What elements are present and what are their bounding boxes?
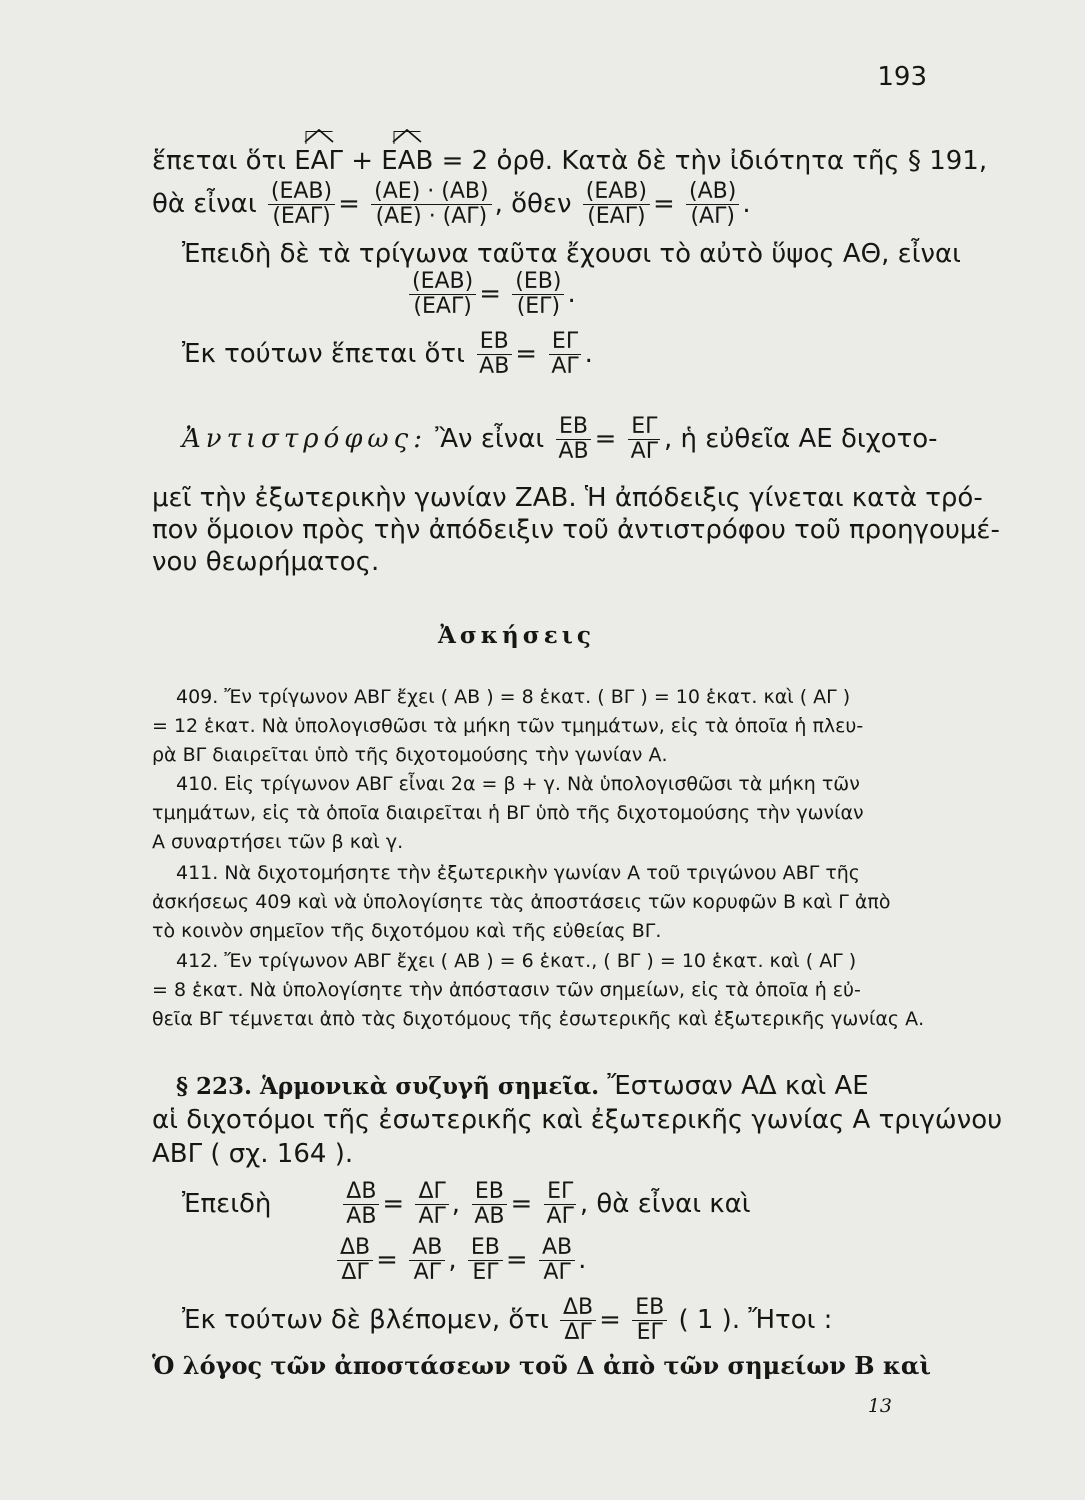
exercise-line: ἀσκήσεως 409 καὶ νὰ ὑπολογίσητε τὰς ἀποστάσεις τῶν κορυφῶν Β καὶ Γ ἀπὸ: [152, 891, 891, 913]
denominator: ΑΒ: [479, 354, 510, 379]
text: Ἐκ τούτων ἕπεται ὅτι: [182, 339, 465, 369]
numerator: ΕΒ: [468, 1236, 503, 1261]
fraction: [476, 330, 512, 379]
numerator: (ΕΑΒ): [409, 270, 476, 295]
fraction: [415, 1180, 448, 1229]
text: , θὰ εἶναι καὶ: [579, 1189, 751, 1219]
text-line: ΑΒΓ ( σχ. 164 ).: [152, 1139, 354, 1169]
numerator: ΕΒ: [632, 1296, 667, 1321]
equation-line: $\frac{\text{(ΕΑΒ)}}{\text{(ΕΑΓ)}}$ = $\frac{(EB)}{(E\Gamma)}$ .: [406, 270, 576, 319]
text-line: Ἐπειδὴ δὲ τὰ τρίγωνα ταῦτα ἔχουσι τὸ αὐτὸ ὕψος ΑΘ, εἶναι: [182, 239, 961, 269]
text: ἕπεται ὅτι: [152, 146, 286, 176]
fraction: [686, 180, 739, 229]
denominator: ΑΒ: [474, 1204, 505, 1229]
exercise-line: 411. Νὰ διχοτομήσητε τὴν ἐξωτερικὴν γωνίαν Α τοῦ τριγώνου ΑΒΓ τῆς: [176, 862, 860, 884]
angle-eab: [381, 145, 433, 177]
denominator: ΑΓ: [551, 354, 579, 379]
exercise-line: 409. Ἔν τρίγωνον ΑΒΓ ἔχει ( ΑΒ ) = 8 ἑκατ. ( ΒΓ ) = 10 ἑκατ. καὶ ( ΑΓ ): [176, 686, 851, 708]
fraction: [560, 1296, 596, 1345]
numerator: (ΕΒ): [512, 270, 564, 295]
exercise-line: 412. Ἔν τρίγωνον ΑΒΓ ἔχει ( ΑΒ ) = 6 ἑκατ., ( ΒΓ ) = 10 ἑκατ. καὶ ( ΑΓ ): [176, 950, 857, 972]
denominator: ΑΒ: [346, 1204, 377, 1229]
numerator: ΔΓ: [415, 1180, 448, 1205]
equation-line: Ἀντιστρόφως: Ἂν εἶναι $\frac{EB}{AB}$ = $\frac{E\Gamma}{A\Gamma}$ , ἡ εὐθεῖα ΑΕ διχοτο-: [182, 414, 938, 464]
numerator: ΕΒ: [477, 330, 512, 355]
fraction: [343, 1180, 379, 1229]
exercise-line: Α συναρτήσει τῶν β καὶ γ.: [152, 831, 404, 853]
text-line: [152, 145, 987, 177]
text: , ἡ εὐθεῖα ΑΕ διχοτο-: [663, 424, 938, 454]
signature-number: 13: [867, 1395, 892, 1417]
denominator: ΑΓ: [413, 1260, 441, 1285]
fraction: [628, 415, 661, 464]
text: ( 1 ). Ἤτοι :: [678, 1305, 833, 1335]
equation-line: $\frac{\Delta B}{\Delta\Gamma}$ = $\frac{AB}{A\Gamma}$ , $\frac{EB}{E\Gamma}$ = $\frac{AB}{A\Gamma}$ .: [334, 1236, 586, 1285]
section-heading-line: [176, 1070, 869, 1103]
angle-hat-icon: [392, 129, 422, 143]
numerator: ΔΒ: [560, 1296, 596, 1321]
text: , ὅθεν: [494, 189, 572, 219]
numerator: ΕΒ: [556, 415, 591, 440]
denominator: (ΑΓ): [690, 204, 735, 229]
fraction: [548, 330, 581, 379]
denominator: (ΕΑΓ): [587, 204, 646, 229]
denominator: ΑΒ: [558, 439, 589, 464]
equation-line: θὰ εἶναι $\frac{\text{(ΕΑΒ)}}{\text{(ΕΑΓ)}}$ = $\frac{(AE) \cdot (AB)}{(AE) \cdot (A\Gamma)}$ , ὅθεν $\frac{\text{(ΕΑΒ)}}{\text{(ΕΑΓ)}}$ = $\frac{(AB)}{(A\Gamma)}$ .: [152, 179, 751, 229]
fraction: [583, 180, 650, 229]
text-line: πον ὅμοιον πρὸς τὴν ἀπόδειξιν τοῦ ἀντιστρόφου τοῦ προηγουμέ-: [152, 515, 1000, 545]
fraction: [371, 180, 491, 229]
denominator: (ΕΑΓ): [413, 294, 472, 319]
section-title: § 223. Ἁρμονικὰ συζυγῆ σημεῖα.: [176, 1073, 600, 1100]
text: Ἐκ τούτων δὲ βλέπομεν, ὅτι: [182, 1305, 549, 1335]
exercise-line: τμημάτων, εἰς τὰ ὁποῖα διαιρεῖται ἡ ΒΓ ὑπὸ τῆς διχοτομούσης τὴν γωνίαν: [152, 802, 864, 824]
numerator: ΕΓ: [549, 330, 581, 355]
text-line: μεῖ τὴν ἐξωτερικὴν γωνίαν ΖΑΒ. Ἡ ἀπόδειξις γίνεται κατὰ τρό-: [152, 483, 983, 513]
text: = 2 ὀρθ. Κατὰ δὲ τὴν ἰδιότητα τῆς § 191,: [441, 146, 988, 176]
denominator: ΔΓ: [341, 1260, 369, 1285]
theorem-text: Ὁ λόγος τῶν ἀποστάσεων τοῦ Δ ἀπὸ τῶν σημείων Β καὶ: [152, 1351, 931, 1380]
angle-label: ΕΑΒ: [381, 146, 434, 176]
exercises-heading: Ἀσκήσεις: [438, 622, 595, 649]
exercise-line: θεῖα ΒΓ τέμνεται ἀπὸ τὰς διχοτόμους τῆς ἐσωτερικῆς καὶ ἐξωτερικῆς γωνίας Α.: [152, 1008, 925, 1030]
emphasis-text: Ἀντιστρόφως:: [182, 424, 427, 454]
numerator: ΕΓ: [628, 415, 660, 440]
numerator: (ΑΒ): [686, 180, 739, 205]
text-line: αἱ διχοτόμοι τῆς ἐσωτερικῆς καὶ ἐξωτερικῆς γωνίας Α τριγώνου: [152, 1105, 1003, 1135]
fraction: [539, 1236, 575, 1285]
exercise-line: ρὰ ΒΓ διαιρεῖται ὑπὸ τῆς διχοτομούσης τὴν γωνίαν Α.: [152, 744, 668, 766]
text: Ἂν εἶναι: [435, 424, 545, 454]
fraction: [555, 415, 591, 464]
numerator: ΕΓ: [544, 1180, 576, 1205]
fraction: [468, 1236, 503, 1285]
fraction: [544, 1180, 577, 1229]
exercise-line: = 8 ἑκατ. Νὰ ὑπολογίσητε τὴν ἀπόστασιν τῶν σημείων, εἰς τὰ ὁποῖα ἡ εὐ-: [152, 979, 861, 1001]
plus-sign: +: [351, 146, 374, 176]
numerator: (ΕΑΒ): [583, 180, 650, 205]
fraction: [337, 1236, 373, 1285]
denominator: ΔΓ: [564, 1320, 592, 1345]
denominator: ΑΓ: [546, 1204, 574, 1229]
numerator: ΔΒ: [337, 1236, 373, 1261]
denominator: ΑΓ: [418, 1204, 446, 1229]
fraction: [632, 1296, 667, 1345]
numerator: ΔΒ: [343, 1180, 379, 1205]
denominator: (ΕΑΓ): [272, 204, 331, 229]
text-line: νου θεωρήματος.: [152, 547, 380, 577]
text: θὰ εἶναι: [152, 189, 257, 219]
numerator: (ΑΕ) · (ΑΒ): [371, 180, 491, 205]
fraction: [409, 270, 476, 319]
fraction: [409, 1236, 445, 1285]
angle-hat-icon: [304, 129, 334, 143]
equation-line: Ἐκ τούτων δὲ βλέπομεν, ὅτι $\frac{\Delta B}{\Delta\Gamma}$ = $\frac{EB}{E\Gamma}$ ( 1 ). Ἤτοι :: [182, 1295, 833, 1345]
exercise-line: τὸ κοινὸν σημεῖον τῆς διχοτόμου καὶ τῆς εὐθείας ΒΓ.: [152, 920, 662, 942]
denominator: (ΑΕ) · (ΑΓ): [375, 204, 488, 229]
bold-statement: [152, 1350, 931, 1382]
exercise-line: 410. Εἰς τρίγωνον ΑΒΓ εἶναι 2α = β + γ. Νὰ ὑπολογισθῶσι τὰ μήκη τῶν: [176, 773, 860, 795]
angle-label: ΕΑΓ: [294, 146, 343, 176]
text: Ἔστωσαν ΑΔ καὶ ΑΕ: [607, 1071, 869, 1101]
numerator: ΑΒ: [539, 1236, 575, 1261]
denominator: ΕΓ: [472, 1260, 499, 1285]
denominator: ΑΓ: [630, 439, 658, 464]
numerator: ΑΒ: [409, 1236, 445, 1261]
text: Ἐπειδὴ: [182, 1189, 272, 1219]
fraction: [512, 270, 564, 319]
denominator: ΑΓ: [543, 1260, 571, 1285]
angle-eag: [294, 145, 343, 177]
exercise-line: = 12 ἑκατ. Νὰ ὑπολογισθῶσι τὰ μήκη τῶν τμημάτων, εἰς τὰ ὁποῖα ἡ πλευ-: [152, 715, 864, 737]
denominator: ΕΓ: [636, 1320, 663, 1345]
equation-line: Ἐκ τούτων ἕπεται ὅτι $\frac{EB}{AB}$ = $\frac{E\Gamma}{A\Gamma}$ .: [182, 329, 593, 379]
numerator: ΕΒ: [472, 1180, 507, 1205]
equation-line: Ἐπειδὴ $\frac{\Delta B}{AB}$ = $\frac{\Delta\Gamma}{A\Gamma}$ , $\frac{EB}{AB}$ = $\frac{E\Gamma}{A\Gamma}$ , θὰ εἶναι καὶ: [182, 1179, 751, 1229]
fraction: [268, 180, 335, 229]
page-number: 193: [877, 62, 927, 92]
fraction: [471, 1180, 507, 1229]
denominator: (ΕΓ): [516, 294, 561, 319]
numerator: (ΕΑΒ): [268, 180, 335, 205]
